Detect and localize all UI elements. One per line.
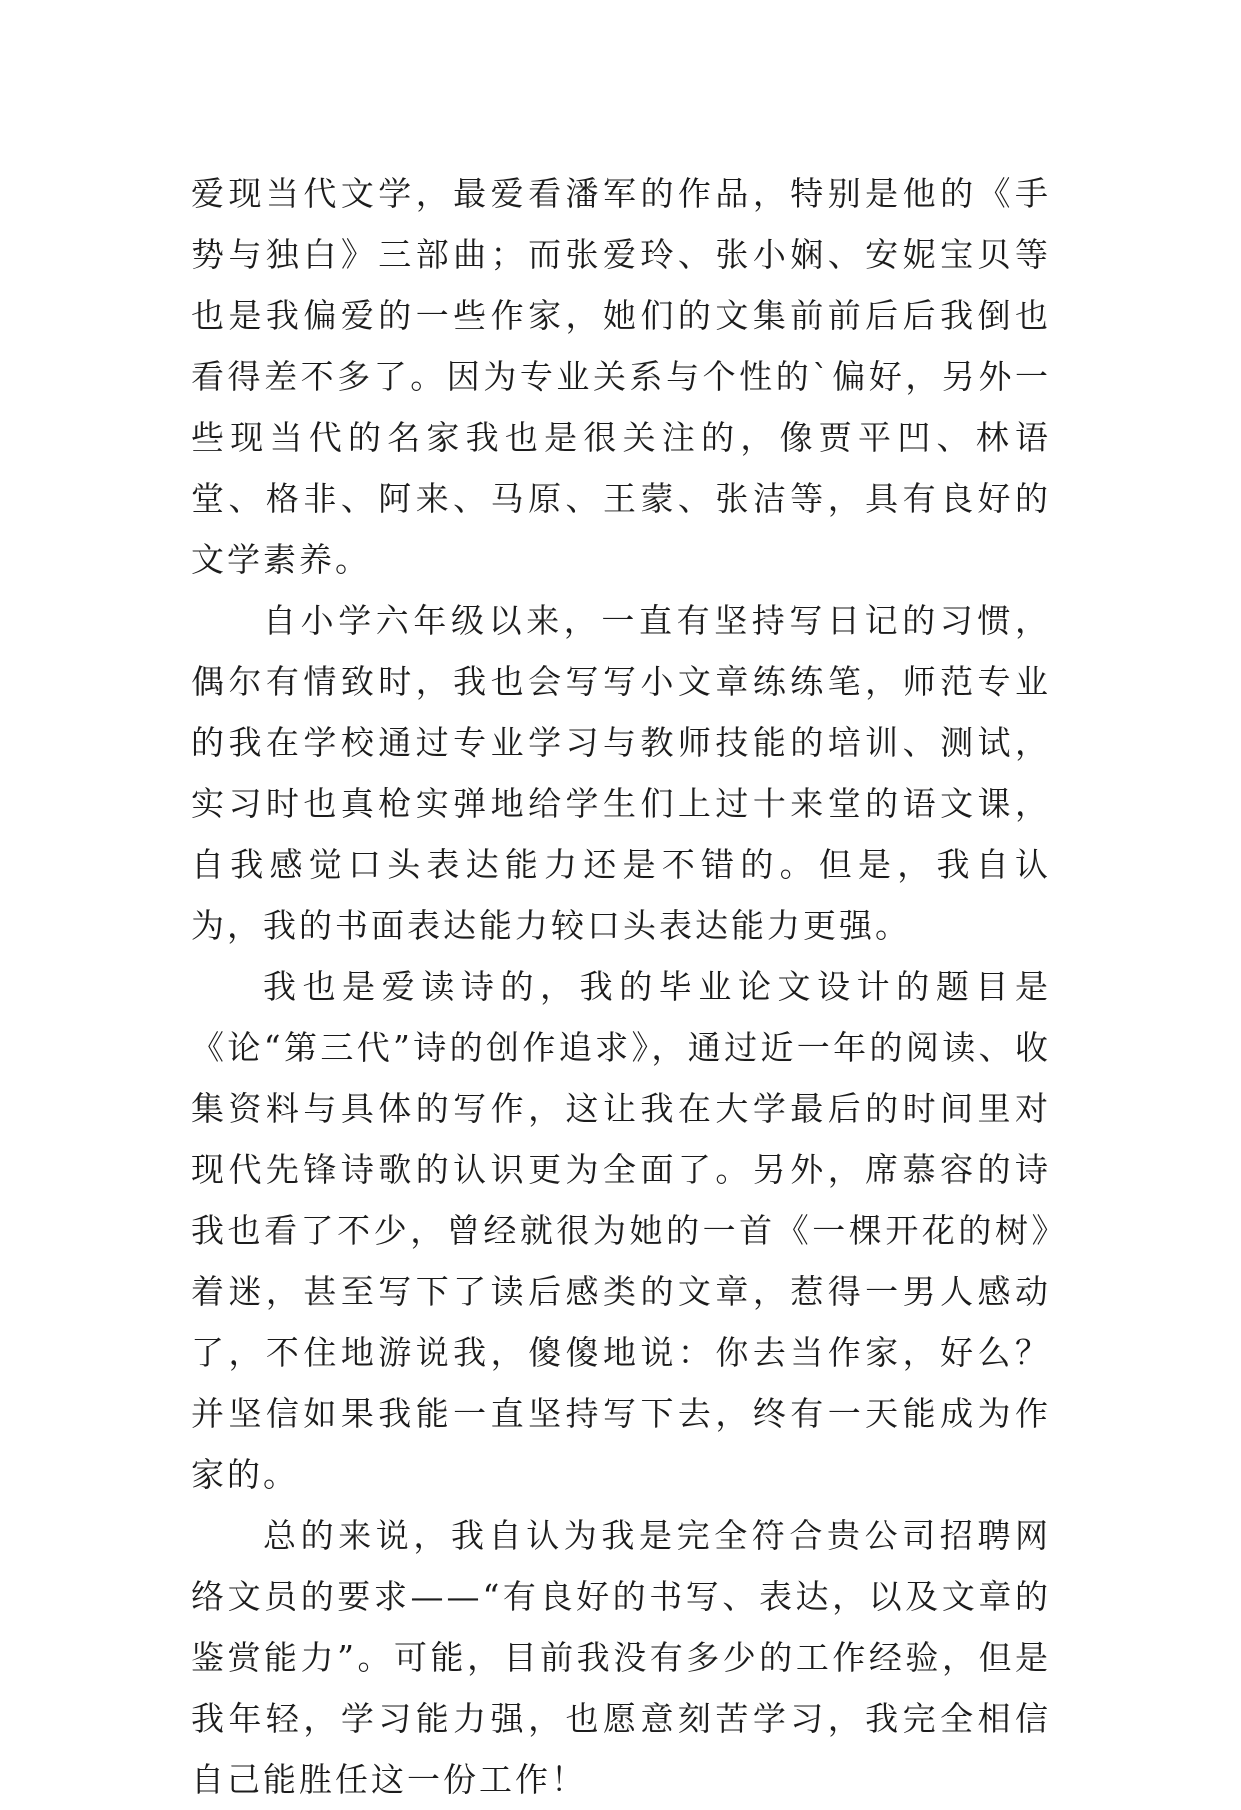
paragraph-continued: 爱现当代文学，最爱看潘军的作品，特别是他的《手势与独白》三部曲；而张爱玲、张小娴、安妮宝贝等也是我偏爱的一些作家，她们的文集前前后后我倒也看得差不多了。因为专业关系与个性的`偏好，另外一些现当代的名家我也是很关注的，像贾平凹、林语堂、格非、阿来、马原、王蒙、张洁等，具有良好的文学素养。	[191, 174, 1051, 579]
document-body	[191, 163, 1051, 1810]
paragraph-diary-habit: 自小学六年级以来，一直有坚持写日记的习惯，偶尔有情致时，我也会写写小文章练练笔，师范专业的我在学校通过专业学习与教师技能的培训、测试，实习时也真枪实弹地给学生们上过十来堂的语文课，自我感觉口头表达能力还是不错的。但是，我自认为，我的书面表达能力较口头表达能力更强。	[191, 601, 1051, 945]
paragraph-conclusion: 总的来说，我自认为我是完全符合贵公司招聘网络文员的要求——“有良好的书写、表达，以及文章的鉴赏能力”。可能，目前我没有多少的工作经验，但是我年轻，学习能力强，也愿意刻苦学习，我完全相信自己能胜任这一份工作！	[191, 1516, 1051, 1799]
paragraph-poetry: 我也是爱读诗的，我的毕业论文设计的题目是《论“第三代”诗的创作追求》，通过近一年的阅读、收集资料与具体的写作，这让我在大学最后的时间里对现代先锋诗歌的认识更为全面了。另外，席慕容的诗我也看了不少，曾经就很为她的一首《一棵开花的树》着迷，甚至写下了读后感类的文章，惹得一男人感动了，不住地游说我，傻傻地说：你去当作家，好么？并坚信如果我能一直坚持写下去，终有一天能成为作家的。	[191, 967, 1051, 1494]
